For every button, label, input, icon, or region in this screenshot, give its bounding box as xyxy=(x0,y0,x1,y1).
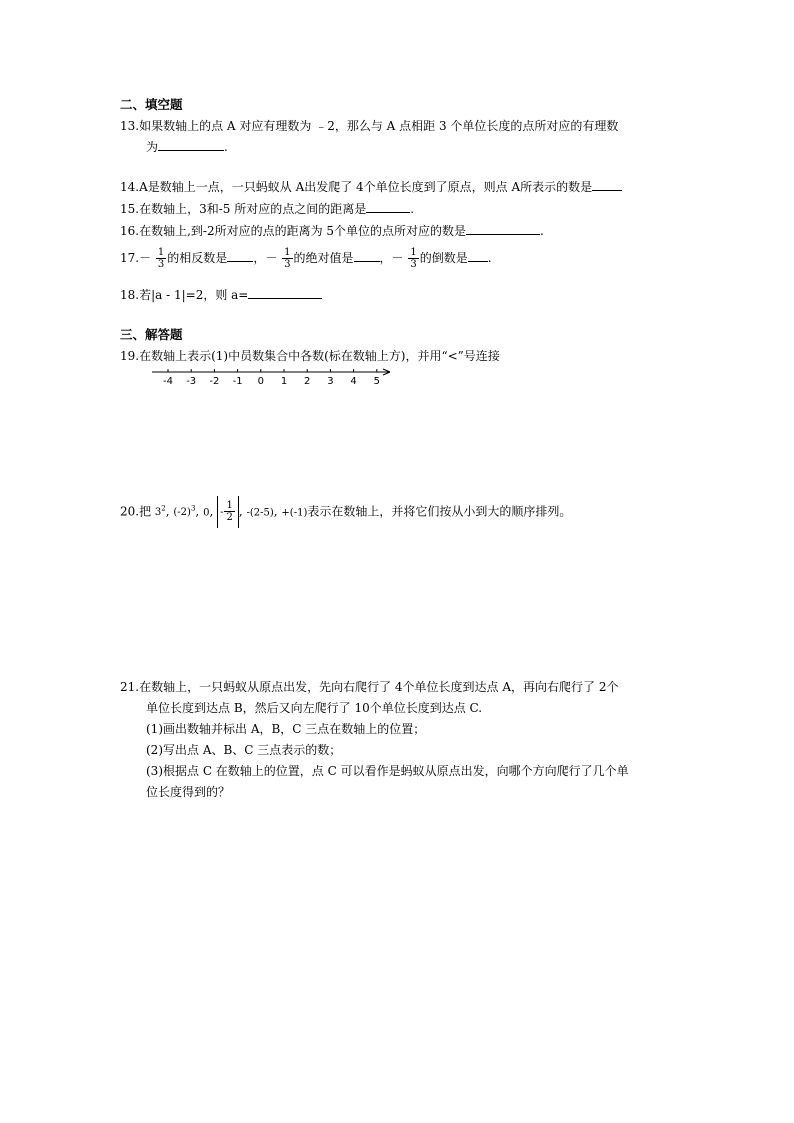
answer-blank xyxy=(248,286,322,299)
axis-tick-label: -3 xyxy=(186,376,197,387)
answer-blank xyxy=(466,222,540,235)
question-15 xyxy=(120,200,414,217)
question-16-suffix: . xyxy=(540,224,544,238)
question-20: 20.把 $3^2$, $(-2)^3$, 0, - $\frac{1}{2}$ , -(2-5), +(-1)表示在数轴上，并将它们按从小到大的顺序排列。 xyxy=(120,494,571,528)
answer-blank xyxy=(227,249,253,262)
question-20-prefix: 20.把 xyxy=(120,504,152,519)
question-14-text: 14.A是数轴上一点，一只蚂蚁从 A出发爬了 4个单位长度到了原点，则点 A所表示的数是 xyxy=(120,180,593,194)
answer-blank xyxy=(592,178,622,191)
axis-tick-label: -2 xyxy=(209,376,220,387)
question-18 xyxy=(120,286,322,303)
question-21-part3: (3)根据点 C 在数轴上的位置，点 C 可以看作是蚂蚁从原点出发，向哪个方向爬行了几个单 xyxy=(146,764,629,778)
axis-tick-label: 0 xyxy=(257,376,264,387)
question-13-line2 xyxy=(146,138,228,155)
question-15-suffix: . xyxy=(410,202,415,216)
expr-abs-neg-half: - $\frac{1}{2}$ xyxy=(217,496,239,528)
axis-tick-label: 5 xyxy=(373,376,380,387)
expr-3-squared: $3^2$ xyxy=(154,505,166,519)
axis-tick-label: 4 xyxy=(350,376,357,387)
axis-tick-label: -1 xyxy=(232,376,243,387)
answer-blank xyxy=(158,138,224,151)
fraction: $\frac{1}{3}$ xyxy=(157,247,165,270)
fraction: $\frac{1}{3}$ xyxy=(410,247,417,270)
question-18-text: 18.若|a - 1|=2，则 a= xyxy=(120,288,249,302)
expr-plus-neg1: +(-1) xyxy=(281,507,308,519)
question-21-line1: 21.在数轴上，一只蚂蚁从原点出发，先向右爬行了 4个单位长度到达点 A，再向右爬行了 2个 xyxy=(120,680,619,694)
question-21-part3-cont: 位长度得到的？ xyxy=(146,785,231,799)
answer-blank xyxy=(354,249,380,262)
question-13-suffix: . xyxy=(224,140,228,154)
question-16-text: 16.在数轴上,到-2所对应的点的距离为 5个单位的点所对应的数是 xyxy=(120,224,467,238)
question-15-text: 15.在数轴上，3和-5 所对应的点之间的距离是 xyxy=(120,202,367,216)
question-21-line2: 单位长度到达点 B，然后又向左爬行了 10个单位长度到达点 C. xyxy=(146,701,483,715)
question-14 xyxy=(120,178,622,195)
question-13-prefix: 为 xyxy=(146,140,159,154)
fraction: $\frac{1}{3}$ xyxy=(284,247,291,270)
question-21-part1: (1)画出数轴并标出 A，B，C 三点在数轴上的位置； xyxy=(146,722,426,736)
axis-tick-label: 1 xyxy=(280,376,288,387)
question-19-text: 19.在数轴上表示(1)中员数集合中各数(标在数轴上方)，并用“<”号连接 xyxy=(120,349,500,363)
question-13-line1: 13.如果数轴上的点 A 对应有理数为 ﹣2，那么与 A 点相距 3 个单位长度的点所对应的有理数 xyxy=(120,119,619,133)
axis-tick-label: -4 xyxy=(163,376,173,387)
axis-tick-label: 2 xyxy=(304,376,311,387)
expr-zero: 0 xyxy=(203,507,210,519)
question-16 xyxy=(120,222,544,239)
section-heading-fill-in: 二、填空题 xyxy=(120,97,183,112)
question-17: 17.－ $\frac{1}{3}$ 的相反数是 ，－ $\frac{1}{3}$ 的绝对值是 ，－ $\frac{1}{3}$ 的倒数是 . xyxy=(120,247,492,270)
expr-neg2-cubed: $(-2)^3$ xyxy=(173,505,196,519)
question-21-part2: (2)写出点 A、B、C 三点表示的数； xyxy=(146,743,342,757)
question-17-prefix: 17.－ xyxy=(120,251,152,265)
expr-neg-paren: -(2-5) xyxy=(246,507,274,519)
question-20-suffix: 表示在数轴上，并将它们按从小到大的顺序排列。 xyxy=(307,504,572,519)
section-heading-solve: 三、解答题 xyxy=(120,327,183,342)
answer-blank xyxy=(468,249,488,262)
number-line xyxy=(150,362,400,392)
axis-tick-label: 3 xyxy=(327,376,334,387)
answer-blank xyxy=(366,200,410,213)
